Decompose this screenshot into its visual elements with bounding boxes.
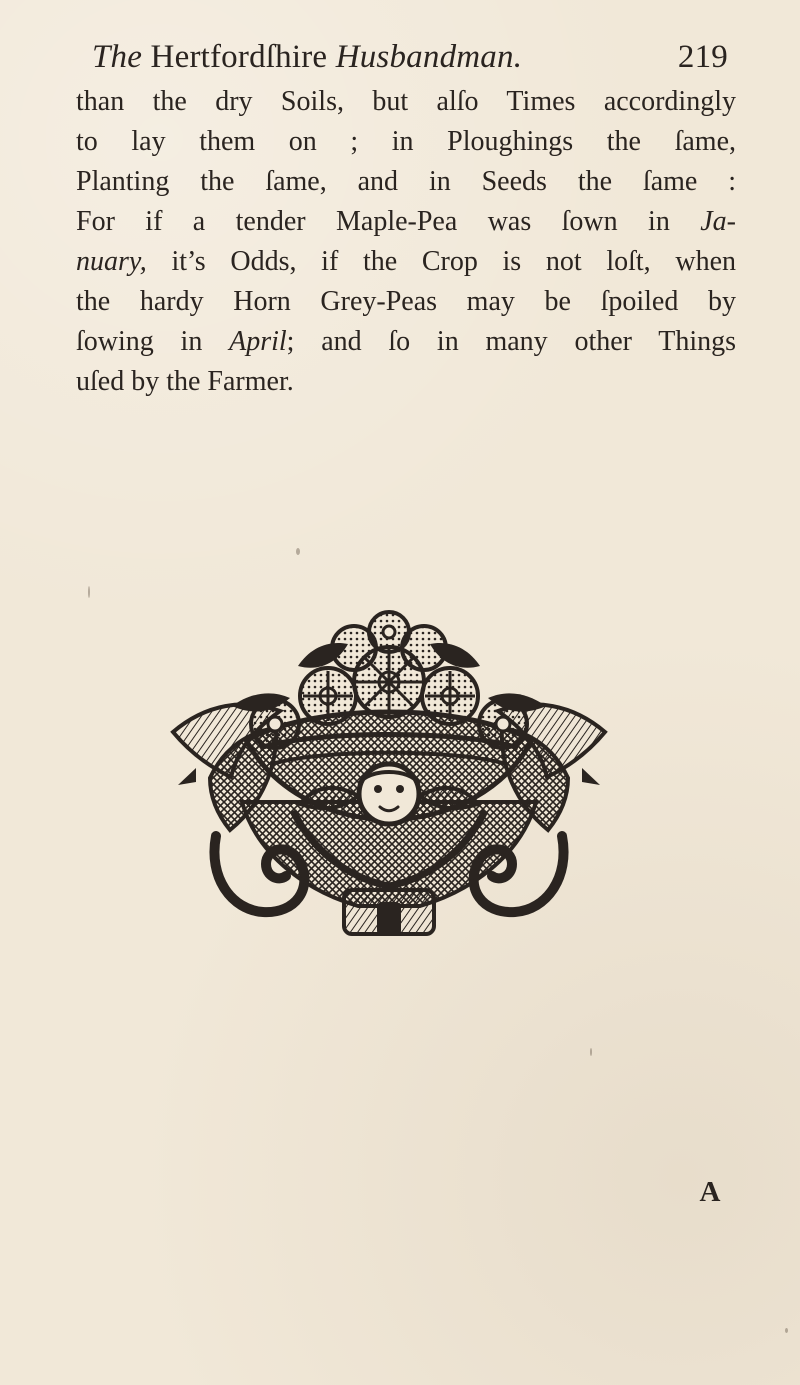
catchword: A — [699, 1176, 721, 1208]
text-line-2: to lay them on ; in Ploughings the ſame, — [76, 126, 736, 157]
text-line-3: Planting the ſame, and in Seeds the ſame : — [76, 166, 736, 197]
text-line-5 — [76, 242, 736, 282]
page-number: 219 — [677, 39, 728, 75]
text-line-5-roman: it’s Odds, if the Crop is not loſt, when — [146, 246, 736, 277]
text-line-8: uſed by the Farmer. — [76, 366, 294, 397]
text-line-1: than the dry Soils, but alſo Times accordingly — [76, 86, 736, 117]
text-line-5-italic: nuary, — [76, 246, 147, 277]
text-line-7 — [76, 322, 736, 362]
ink-speck — [785, 1328, 788, 1333]
body-text — [76, 82, 736, 402]
header-title-roman: Hertfordſhire — [142, 39, 336, 75]
ink-speck — [296, 548, 300, 555]
ink-speck — [88, 586, 90, 598]
text-line-7-b: ; and ſo in many other Things — [286, 326, 737, 357]
text-line-7-a: ſowing in — [76, 326, 230, 357]
woodcut-tailpiece-icon — [168, 606, 610, 944]
text-line-7-italic: April — [229, 326, 287, 357]
text-line-4-italic: Ja- — [700, 206, 736, 237]
text-line-4 — [76, 202, 736, 242]
running-header — [92, 34, 732, 80]
text-line-6: the hardy Horn Grey-Peas may be ſpoiled by — [76, 286, 736, 317]
text-line-4-roman: For if a tender Maple-Pea was ſown in — [76, 206, 701, 237]
header-the: The — [92, 39, 143, 75]
ink-speck — [590, 1048, 592, 1056]
header-title-italic: Husbandman. — [335, 39, 523, 75]
